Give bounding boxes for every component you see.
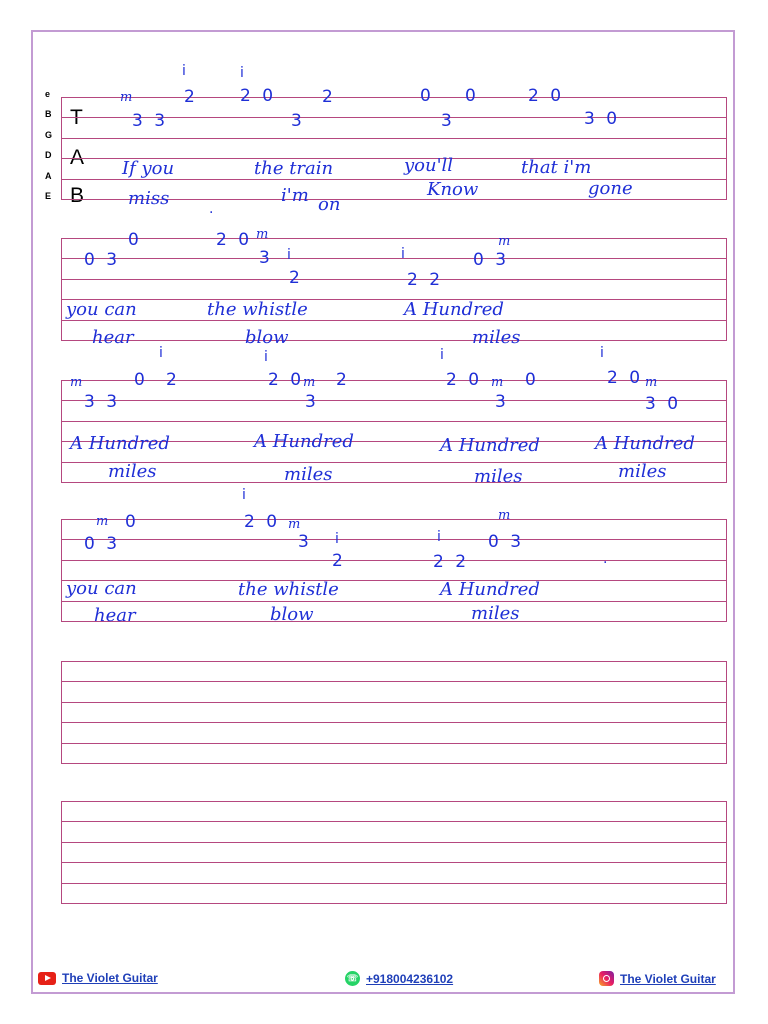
barline-left (61, 661, 62, 763)
lyric-word: miles (108, 461, 157, 482)
lyric-word: the whistle (238, 579, 339, 600)
string-name: E (45, 191, 52, 201)
staff-line (61, 842, 727, 843)
fret-number: 3 0 (584, 109, 621, 129)
tab-staff (61, 519, 727, 624)
fret-number: 3 (298, 532, 312, 552)
lyric-word: A Hundred (440, 579, 540, 600)
string-name: A (45, 170, 52, 181)
staff-line (61, 601, 727, 602)
staff-line (61, 903, 727, 904)
whatsapp-icon: ☏ (345, 971, 360, 986)
lyric-word: on (318, 194, 341, 215)
lyric-word: the whistle (207, 299, 308, 320)
lyric-word: Know (427, 179, 479, 200)
pluck-mark: i (182, 63, 186, 79)
fret-number: 0 (134, 370, 148, 390)
lyric-word: gone (588, 178, 633, 199)
fret-number: 2 (166, 370, 180, 390)
staff-line (61, 421, 727, 422)
fret-number: 0 3 (488, 532, 525, 552)
tab-letter: A (70, 146, 85, 169)
staff-line (61, 400, 727, 401)
lyric-word: miles (618, 461, 667, 482)
staff-line (61, 340, 727, 341)
fret-number: 3 3 (132, 111, 169, 131)
tab-staff (61, 238, 727, 340)
lyric-word: miles (472, 327, 521, 348)
youtube-label[interactable]: The Violet Guitar (62, 971, 158, 985)
tab-staff (61, 801, 727, 903)
barline-right (726, 238, 727, 340)
fret-number: 2 0 (268, 370, 305, 390)
fret-number: 0 (420, 86, 434, 106)
fret-number: 2 (332, 551, 346, 571)
pluck-mark: i (264, 349, 268, 365)
staff-line (61, 621, 727, 622)
barline-left (61, 380, 62, 482)
finger-mark: m (120, 90, 133, 105)
fret-number: 2 0 (240, 86, 277, 106)
tab-letter: B (70, 184, 85, 207)
fret-number: 3 (495, 392, 509, 412)
staff-line (61, 763, 727, 764)
staff-line (61, 258, 727, 259)
instagram-icon (599, 971, 614, 986)
lyric-word: miles (284, 464, 333, 485)
finger-mark: m (498, 234, 511, 249)
fret-number: 2 2 (433, 552, 470, 572)
lyric-word: A Hundred (404, 299, 504, 320)
fret-number: 2 0 (446, 370, 483, 390)
barline-left (61, 238, 62, 340)
finger-mark: m (303, 375, 316, 390)
barline-right (726, 801, 727, 903)
finger-mark: m (498, 508, 511, 523)
lyric-word: miles (471, 603, 520, 624)
pluck-mark: i (600, 345, 604, 361)
pluck-mark: i (287, 247, 291, 263)
youtube-icon (38, 972, 56, 985)
fret-number: 2 0 (244, 512, 281, 532)
fret-number: 2 0 (528, 86, 565, 106)
lyric-word: A Hundred (595, 433, 695, 454)
lyric-word: you can (66, 578, 137, 599)
staff-line (61, 539, 727, 540)
fret-number: 2 0 (607, 368, 644, 388)
whatsapp-link[interactable] (345, 971, 453, 986)
finger-mark: m (96, 514, 109, 529)
fret-number: 3 (441, 111, 455, 131)
fret-number: 3 (305, 392, 319, 412)
lyric-word: hear (92, 327, 134, 348)
staff-line (61, 519, 727, 520)
whatsapp-number[interactable]: +918004236102 (366, 971, 454, 986)
pluck-mark: i (335, 531, 339, 547)
pluck-mark: i (437, 529, 441, 545)
staff-line (61, 743, 727, 744)
lyric-word: A Hundred (440, 435, 540, 456)
footer (0, 971, 768, 991)
fret-number: 2 (336, 370, 350, 390)
pluck-mark: · (603, 555, 608, 571)
lyric-word: If you (122, 158, 175, 179)
staff-line (61, 138, 727, 139)
fret-number: 3 0 (645, 394, 682, 414)
tab-staff (61, 661, 727, 763)
string-name: B (45, 109, 52, 120)
fret-number: 2 (289, 268, 303, 288)
lyric-word: you'll (404, 155, 454, 176)
finger-mark: m (491, 375, 504, 390)
lyric-word: miss (128, 188, 170, 209)
staff-line (61, 320, 727, 321)
staff-line (61, 279, 727, 280)
lyric-word: A Hundred (254, 431, 354, 452)
staff-line (61, 722, 727, 723)
barline-right (726, 380, 727, 482)
staff-line (61, 801, 727, 802)
lyric-word: the train (254, 158, 334, 179)
lyric-word: i'm (281, 185, 309, 206)
fret-number: 0 3 (84, 534, 121, 554)
staff-line (61, 482, 727, 483)
pluck-mark: . (209, 201, 214, 217)
fret-number: 2 0 (216, 230, 253, 250)
fret-number: 3 (259, 248, 273, 268)
pluck-mark: i (401, 246, 405, 262)
youtube-link[interactable] (38, 971, 158, 985)
staff-line (61, 862, 727, 863)
staff-line (61, 821, 727, 822)
string-name: D (45, 150, 52, 161)
staff-line (61, 661, 727, 662)
lyric-word: hear (94, 605, 136, 626)
lyric-word: miles (474, 466, 523, 487)
pluck-mark: i (240, 65, 244, 81)
instagram-label[interactable]: The Violet Guitar (620, 971, 716, 986)
fret-number: 3 (291, 111, 305, 131)
finger-mark: m (256, 227, 269, 242)
string-name: e (45, 89, 51, 99)
pluck-mark: i (242, 487, 246, 503)
staff-line (61, 580, 727, 581)
pluck-mark: i (440, 347, 444, 363)
barline-left (61, 97, 62, 199)
staff-line (61, 299, 727, 300)
fret-number: 0 3 (84, 250, 121, 270)
fret-number: 0 (525, 370, 539, 390)
fret-number: 0 (128, 230, 142, 250)
fret-number: 2 2 (407, 270, 444, 290)
barline-right (726, 661, 727, 763)
finger-mark: m (288, 517, 301, 532)
fret-number: 2 (322, 87, 336, 107)
finger-mark: m (70, 375, 83, 390)
string-name: G (45, 129, 53, 140)
barline-right (726, 97, 727, 199)
lyric-word: that i'm (521, 157, 592, 178)
staff-line (61, 702, 727, 703)
barline-left (61, 519, 62, 621)
staff-line (61, 883, 727, 884)
fret-number: 0 3 (473, 250, 510, 270)
staff-line (61, 238, 727, 239)
fret-number: 0 (125, 512, 139, 532)
tab-letter: T (70, 106, 83, 129)
staff-line (61, 97, 727, 98)
pluck-mark: i (159, 345, 163, 361)
fret-number: 3 3 (84, 392, 121, 412)
barline-right (726, 519, 727, 621)
fret-number: 2 (184, 87, 198, 107)
barline-left (61, 801, 62, 903)
lyric-word: A Hundred (70, 433, 170, 454)
staff-line (61, 560, 727, 561)
instagram-link[interactable] (599, 971, 716, 986)
fret-number: 0 (465, 86, 479, 106)
lyric-word: you can (66, 299, 137, 320)
lyric-word: blow (245, 327, 289, 348)
lyric-word: blow (270, 604, 314, 625)
finger-mark: m (645, 375, 658, 390)
staff-line (61, 681, 727, 682)
